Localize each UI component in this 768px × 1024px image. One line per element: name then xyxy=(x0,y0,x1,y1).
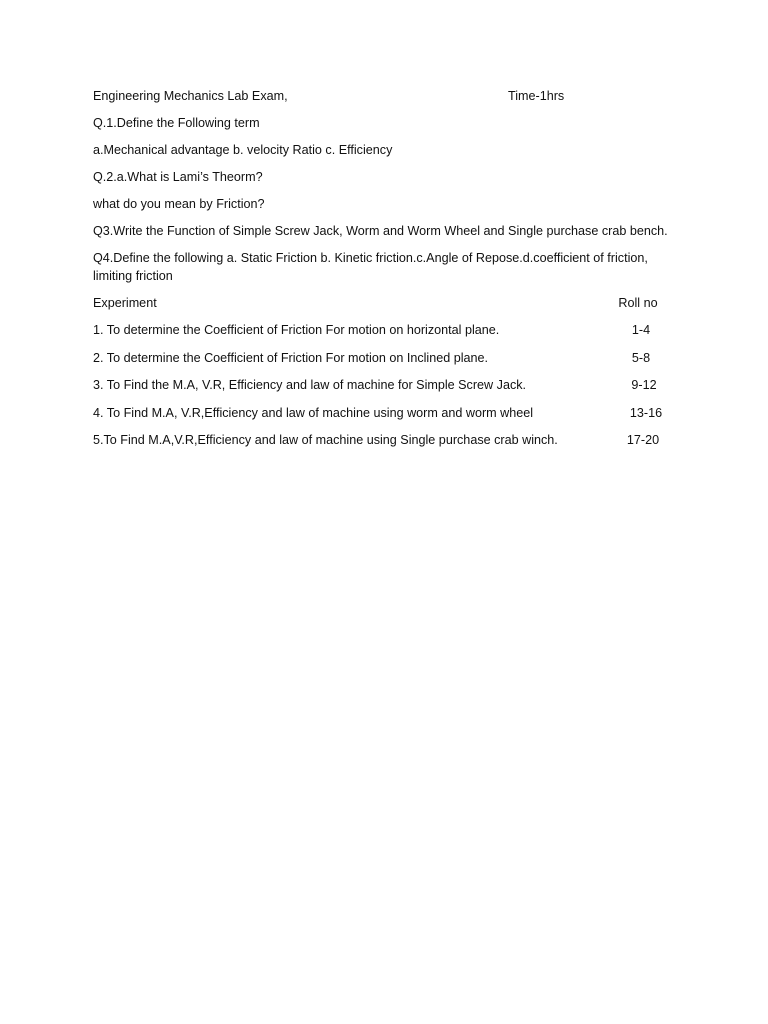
exam-title: Engineering Mechanics Lab Exam, xyxy=(93,89,288,103)
experiment-header-row xyxy=(93,294,683,312)
experiment-row xyxy=(93,404,683,422)
roll-no-header-label: Roll no xyxy=(618,296,658,310)
question-1: Q.1.Define the Following term xyxy=(93,116,260,130)
exam-header xyxy=(93,87,683,105)
experiment-roll: 9-12 xyxy=(631,378,657,393)
document-content xyxy=(93,87,683,458)
experiment-header-label: Experiment xyxy=(93,296,157,310)
experiment-row xyxy=(93,431,683,449)
experiment-text: 2. To determine the Coefficient of Friction For motion on Inclined plane. xyxy=(93,350,489,365)
exam-time: Time-1hrs xyxy=(508,89,565,103)
question-1-parts: a.Mechanical advantage b. velocity Ratio c. Efficiency xyxy=(93,143,393,157)
experiment-roll: 1-4 xyxy=(631,323,651,338)
question-2-b: what do you mean by Friction? xyxy=(93,197,265,211)
experiment-text: 3. To Find the M.A, V.R, Efficiency and law of machine for Simple Screw Jack. xyxy=(93,378,527,393)
question-3: Q3.Write the Function of Simple Screw Jack, Worm and Worm Wheel and Single purchase crab bench. xyxy=(93,224,668,238)
question-2: Q.2.a.What is Lami’s Theorm? xyxy=(93,170,263,184)
experiment-roll: 13-16 xyxy=(629,405,663,420)
experiment-row xyxy=(93,376,683,394)
experiment-roll: 5-8 xyxy=(631,350,651,365)
experiment-row xyxy=(93,349,683,367)
experiment-roll: 17-20 xyxy=(626,432,660,447)
experiment-text: 4. To Find M.A, V.R,Efficiency and law of machine using worm and worm wheel xyxy=(93,405,534,420)
experiment-text: 1. To determine the Coefficient of Friction For motion on horizontal plane. xyxy=(93,323,500,338)
experiment-text: 5.To Find M.A,V.R,Efficiency and law of machine using Single purchase crab winch. xyxy=(93,432,558,447)
experiment-row xyxy=(93,321,683,339)
question-4: Q4.Define the following a. Static Friction b. Kinetic friction.c.Angle of Repose.d.coefficient of friction, limiting friction xyxy=(93,251,648,283)
